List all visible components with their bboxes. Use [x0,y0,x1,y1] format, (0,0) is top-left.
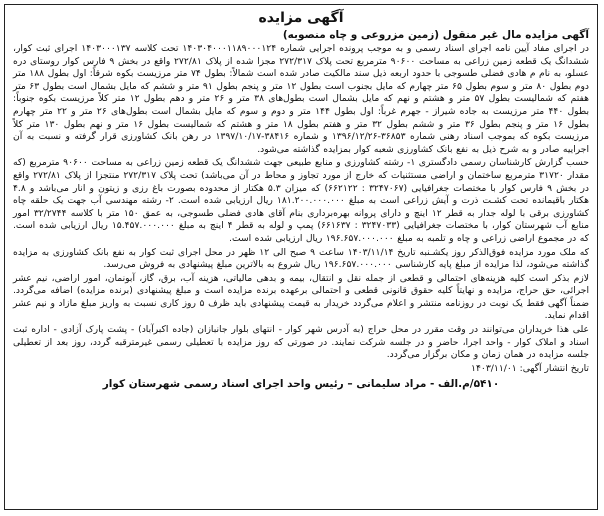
paragraph-expert-valuation: حسب گزارش کارشناسان رسمی دادگستری ۱- رشته کشاورزی و منابع طبیعی جهت ششدانگ یک قطعه زمین زراعی به مساحت ۹۰۶۰۰ مترمربع (که مقدار ۳۱۷۲۰ مترمربع ساختمان و اراضی مستثنیات که خارج از مورد تجاوز و محاط در آن می‌باشد) تحت پلاک ۲۷۲/۳۱۷ منتجزا از پلاک ۲۷۲/۸۱ واقع در بخش ۹ فارس کوار با مختصات جغرافیایی (۳۲۴۷۰۶۷ : ۶۶۲۱۲۲) که میزان ۵.۳ هکتار از محدوده بصورت باغ رزی و زیتون و انار می‌باشد و ۴.۸ هکتار باقیمانده تحت کشـت ذرت و آیش زراعی است به مبلغ ۱۸۱.۲۰۰.۰۰۰.۰۰۰ ریال ارزیابی شده است. ۲- رشته مهندسی آب جهت یک حلقه چاه کشاورزی برقی با لوله جدار به قطر ۱۲ اینچ و دارای پروانه بهره‌برداری بنام آقای هادی فضلی طسوجی، به عمق ۱۵۰ متر با کلاسه ۳۲/۲۷۴۴ امور منابع آب شهرستان کوار، با مختصات جغرافیایی (۳۲۴۷۰۳۳ : ۶۶۱۶۳۷) پمپ و لوله به قطر ۴ اینچ به مبلغ ۱۵.۴۵۷.۰۰۰.۰۰۰ ریال ارزیابی شده است. که در مجموع اراضی زراعی و چاه و تلمبه به مبلغ ۱۹۶.۶۵۷.۰۰۰.۰۰۰ ریال ارزیابی شده است. [13,157,590,244]
publish-date: تاریخ انتشار آگهی: ۱۴۰۳/۱۱/۰۱ [471,362,589,374]
paragraph-fees: لازم بذکر است کلیه هزینه‌های احتمالی و قطعی از جمله نقل و انتقال، بیمه و بدهی مالیاتی، هزینه آب، برق، گاز، آبونمان، امور اراضی، نیم عشر اجرائی، حق حراج، مزایده و نهایتاً کلیه حقوق قانونی قطعی و احتمالی برعهده برنده مزایده است و مبلغ پیشنهادی (برنده مزایده) اضافه می‌گردد. ضمناً آگهی فقط یک نوبت در روزنامه منتشر و اعلام می‌گردد خریدار به قیمت پیشنهادی باید ظرف ۵ روز کاری نسبت به واریز مبلغ مازاد و نیم عشر اقدام نماید. [13,272,590,322]
notice-subtitle: آگهی مزایده مال غیر منقول (زمین مزروعی و چاه منصوبه) [282,29,589,41]
paragraph-auction-time: که ملک مورد مزایده فوق‌الذکر روز یکشـنبه تاریخ ۱۴۰۳/۱۱/۱۴ ساعت ۹ صبح الی ۱۲ ظهر در محل اجرای ثبت کوار به نفع بانک کشاورزی به مزایده گذاشته می‌شود، لذا مزایده از مبلغ پایه کارشناسی ۱۹۶.۶۵۷.۰۰۰.۰۰۰ ریال شروع به بالاترین مبلغ پیشنهادی به فروش می‌رسد. [13,246,590,271]
notice-title: آگهی مزایده [258,10,344,26]
signature-line: ۵۴۱۰/م.الف - مراد سلیمانی – رئیس واحد اجرای اسناد رسمی شهرستان کوار [102,378,500,391]
auction-notice [4,4,598,510]
paragraph-property-description: در اجرای مفاد آیین نامه اجرای اسناد رسمی و به موجب پرونده اجرایی شماره ۱۴۰۳۰۴۰۰۰۱۱۸۹۰۰۰۱۲۴ تحت کلاسه ۱۴۰۳۰۰۰۱۳۷ اجرای ثبت کوار، ششدانگ یک قطعه زمین زراعی به مساحت ۹۰۶۰۰ مترمربع تحت پلاک ۲۷۲/۳۱۷ مجزا شده از پلاک ۲۷۲/۸۱ واقع در بخش ۹ فارس کوار روستای دره عسلو، به نام م هادی فضلی طسوجی با حدود اربعه ذیل سند مالکیت صادر شده است شمالاً: بطول ۷۴ متر مرزیست بکوه شرقاً: اول بطول ۱۸۸ متر دوم بطول ۸۰ متر و سوم بطول ۶۵ متر چهارم که مایل بجنوب است بطول ۱۲ متر و پنجم بطول ۹۱ متر و ششم که مایل بشمال است بطول ۶۳ متر هفتم که شمالیست بطول ۵۷ متر و هشتم و نهم که مایل بشمال است بطول‌های ۳۸ متر و ۲۶ متر و دهم بطول ۱۲ متر کلاً مرزیست بکوه جنوباً: بطول ۴۴۰ متر مرزیست به جاده شیراز - جهرم غرباً: اول بطول ۱۴۴ متر و دوم و سوم که مایل بشمال است بطول‌های ۲۶ متر و ۲۲ متر چهارم بطول ۱۶ متر و پنجم بطول ۳۶ متر و ششم بطول ۳۲ متر و هفتم بطول ۱۸ متر و هشتم که شمالیست بطول ۱۶ متر و نهم بطول ۱۳۰ متر کلاً مرزیست بکوه که بموجب اسناد رهنی شماره ۳۶۸۵۳-۱۳۹۶/۱۲/۲۶ و شماره ۳۸۴۱۶-۱۳۹۷/۱۰/۱۷ در رهن بانک کشاورزی قرار گرفته و نسبت به آن اجراییه صادر و به شرح ذیل به نفع بانک کشاورزی شعبه کوار بمزایده گذاشته می‌شود. [13,43,590,155]
paragraph-location: علی هذا خریداران می‌توانند در وقت مقرر در محل حراج (به آدرس شهر کوار - انتهای بلوار جانبازان (جاده اکبرآباد) - پشت پارک آزادی - اداره ثبت اسناد و املاک کوار - واحد اجرا، حاضر و در جلسه شرکت نمایند. در صورتی که روز مزایده با تعطیلی رسمی غیرمترقبه گردد، روز بعد از تعطیلی جلسه مزایده در همان زمان و مکان برگزار می‌گردد. [13,324,589,361]
